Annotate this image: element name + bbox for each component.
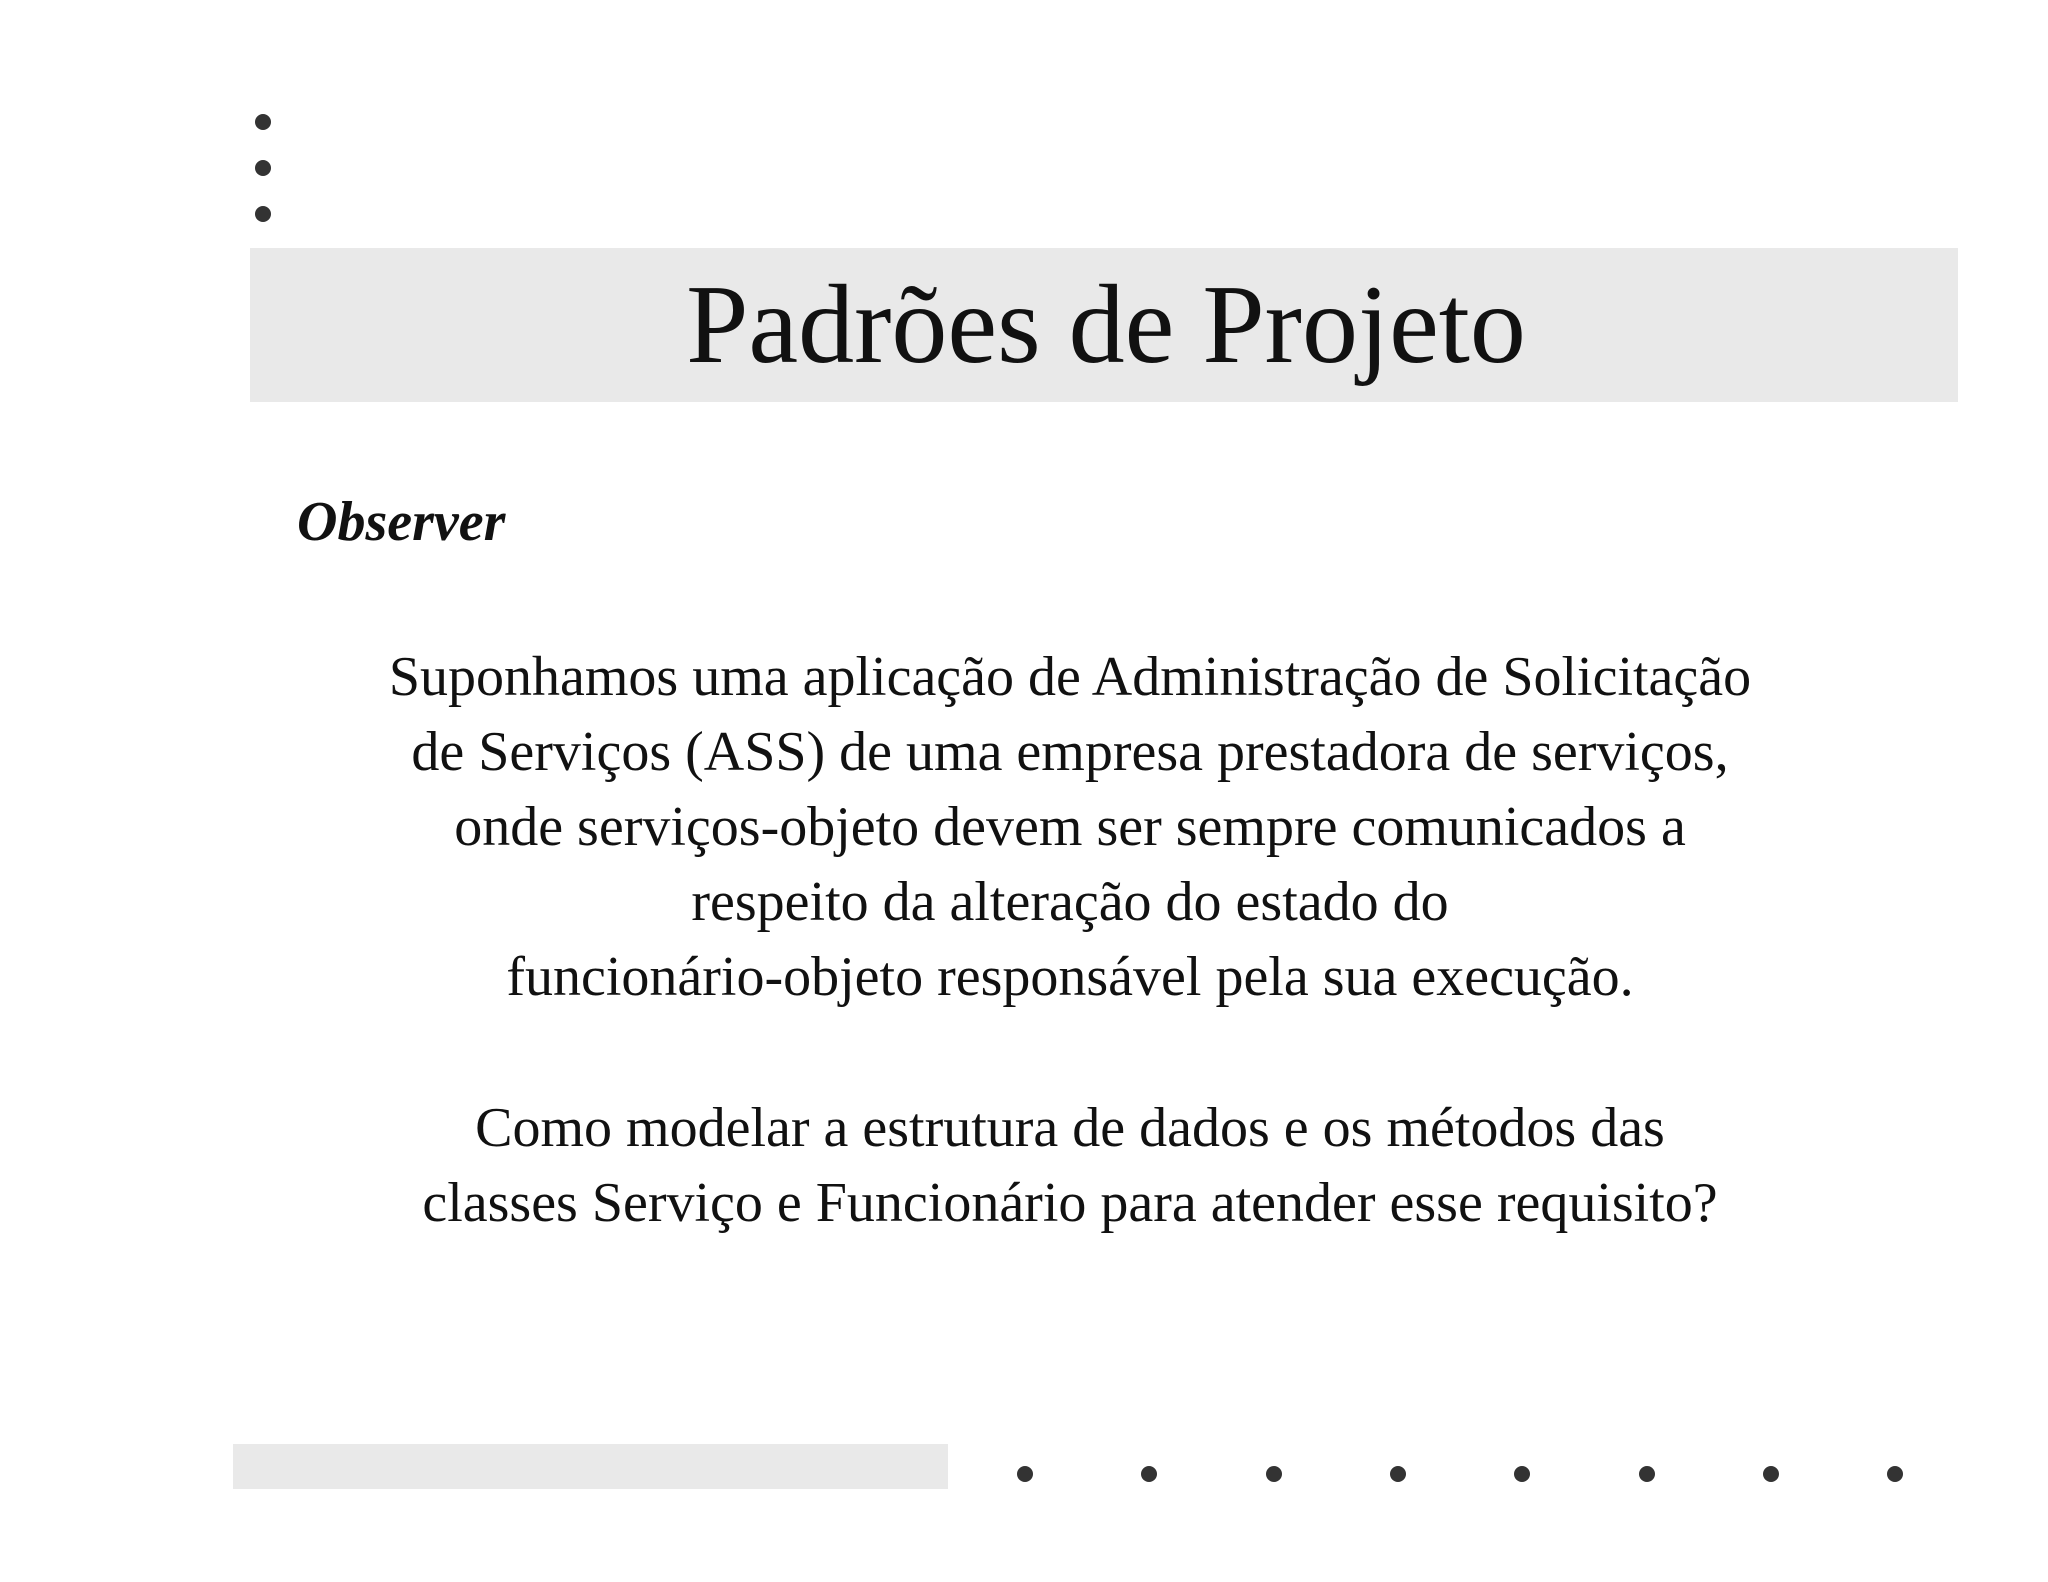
paragraph-line: Como modelar a estrutura de dados e os métodos das: [475, 1097, 1665, 1159]
slide-title-text: Padrões de Projeto: [686, 263, 1526, 387]
paragraph-line: Suponhamos uma aplicação de Administração de Solicitação: [388, 646, 1752, 708]
paragraph-line: onde serviços-objeto devem ser sempre comunicados a: [454, 796, 1686, 858]
decorative-dot: [1887, 1466, 1903, 1482]
slide-subtitle: Observer: [297, 491, 506, 553]
paragraph-line: de Serviços (ASS) de uma empresa prestadora de serviços,: [411, 721, 1729, 783]
decorative-dot: [1514, 1466, 1530, 1482]
decorative-dot: [255, 160, 271, 176]
footer-band: [233, 1444, 948, 1489]
decorative-dot: [255, 206, 271, 222]
slide-title: [250, 248, 1958, 402]
body-paragraph-1: [250, 640, 1890, 1015]
decorative-dot: [1017, 1466, 1033, 1482]
paragraph-line: respeito da alteração do estado do: [691, 871, 1449, 933]
paragraph-line: funcionário-objeto responsável pela sua execução.: [506, 946, 1634, 1008]
decorative-dot: [1390, 1466, 1406, 1482]
decorative-dot: [1639, 1466, 1655, 1482]
decorative-dot: [1141, 1466, 1157, 1482]
decorative-dot: [255, 114, 271, 130]
paragraph-line: classes Serviço e Funcionário para atender esse requisito?: [422, 1172, 1718, 1234]
body-paragraph-2: [250, 1091, 1890, 1241]
decorative-dot: [1266, 1466, 1282, 1482]
decorative-dot: [1763, 1466, 1779, 1482]
